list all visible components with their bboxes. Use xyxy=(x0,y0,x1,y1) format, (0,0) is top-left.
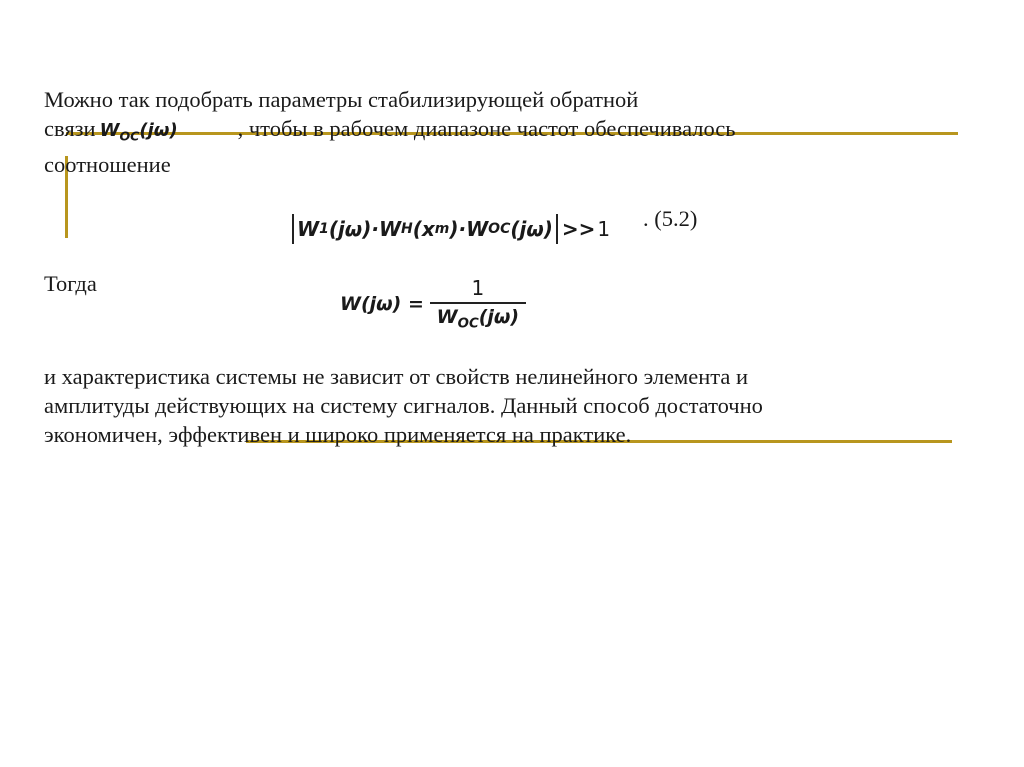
conclusion-line-1: и характеристика системы не зависит от свойств нелинейного элемента и xyxy=(44,364,749,389)
intro-paragraph xyxy=(44,85,736,179)
intro-line-2-suffix: , чтобы в рабочем диапазоне частот обеспечивалось xyxy=(237,116,736,141)
intro-line-2 xyxy=(44,114,736,150)
equation-w-fraction xyxy=(340,276,526,332)
fraction-denominator xyxy=(437,304,519,332)
eq-relation: >> xyxy=(561,217,596,241)
intro-line-2-prefix: связи xyxy=(44,116,96,141)
conclusion-line-3: экономичен, эффективен и широко применяется на практике. xyxy=(44,422,632,447)
eq-w1: W xyxy=(297,217,320,241)
intro-line-3: соотношение xyxy=(44,152,171,178)
den-arg: (jω) xyxy=(478,306,520,328)
inline-formula-woc: $W_{OC}(j\omega)$ xyxy=(99,120,178,144)
eq-wh-sub: H xyxy=(401,221,413,237)
fraction-numerator: 1 xyxy=(471,276,485,300)
eq-wh: W xyxy=(378,217,401,241)
den-w: W xyxy=(436,306,458,328)
equation-5-2 xyxy=(292,212,610,246)
fraction xyxy=(430,276,526,332)
eq-rhs: 1 xyxy=(597,217,611,241)
intro-line-1: Можно так подобрать параметры стабилизирующей обратной xyxy=(44,87,639,112)
eq2-lhs: W(jω) = xyxy=(340,292,424,315)
eq-arg2: (x xyxy=(412,217,435,241)
den-sub: OC xyxy=(457,316,479,332)
equation-number: . (5.2) xyxy=(643,206,698,231)
conclusion-paragraph xyxy=(44,362,763,449)
eq-xm-sub: m xyxy=(434,221,450,237)
eq-w1-sub: 1 xyxy=(319,221,329,237)
abs-value-group xyxy=(292,214,558,244)
eq-woc-sub: OC xyxy=(488,221,511,237)
tog-label: Тогда xyxy=(44,271,97,296)
conclusion-line-2: амплитуды действующих на систему сигналов. Данный способ достаточно xyxy=(44,393,763,418)
eq-arg2-end: )· xyxy=(449,217,467,241)
eq-arg1: (jω)· xyxy=(328,217,379,241)
eq-woc: W xyxy=(466,217,489,241)
eq-arg3: (jω) xyxy=(510,217,553,241)
